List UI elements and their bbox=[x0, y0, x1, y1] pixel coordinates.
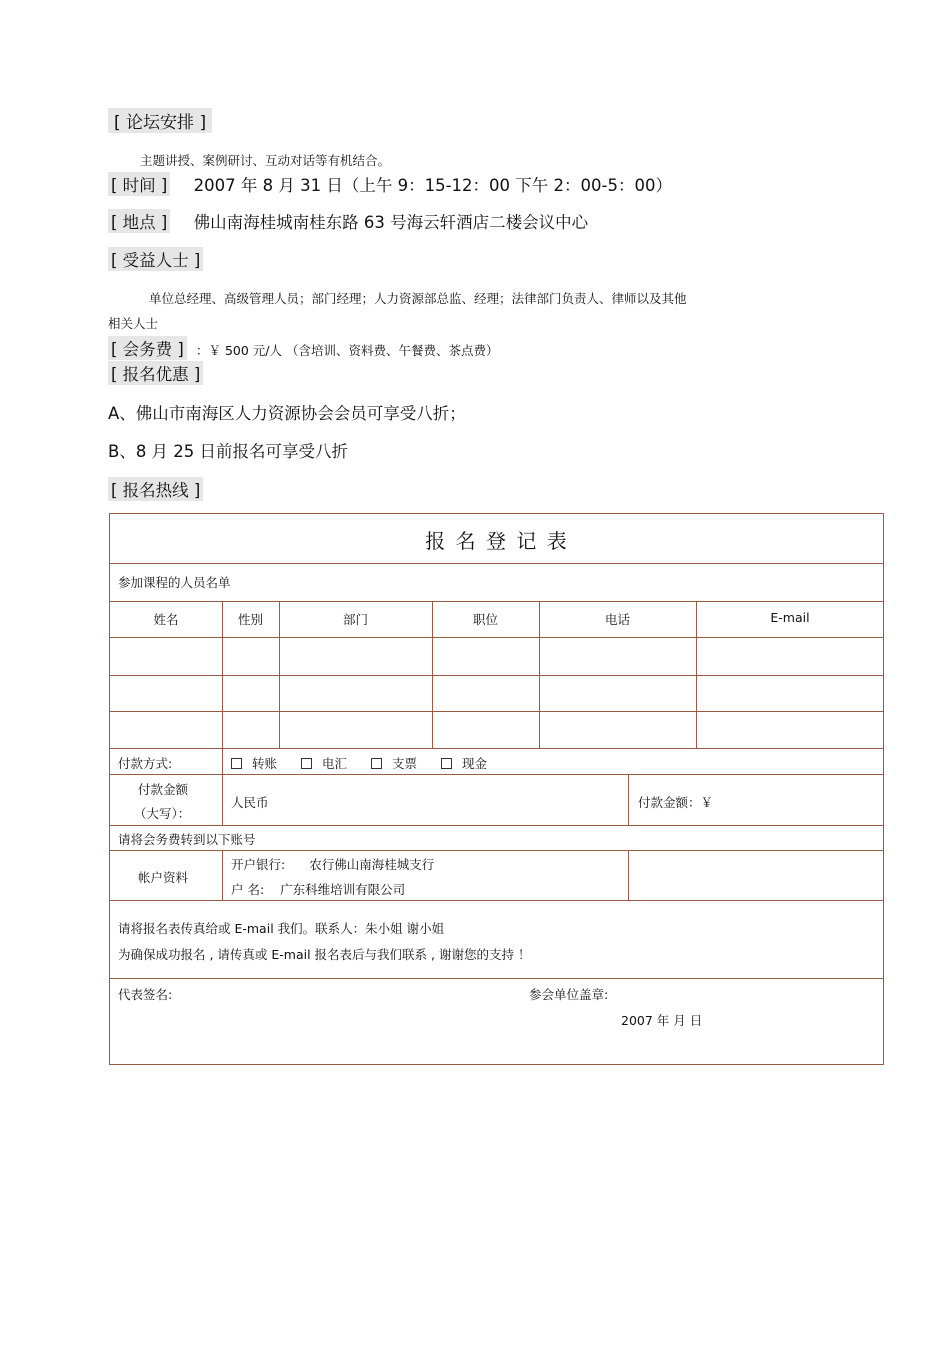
option-transfer[interactable]: 转账 bbox=[231, 756, 277, 771]
transfer-note: 请将会务费转到以下账号 bbox=[118, 832, 256, 847]
note-line1: 请将报名表传真给或 E-mail 我们。联系人：朱小姐 谢小姐 bbox=[118, 921, 445, 936]
signature-label: 代表签名: bbox=[118, 987, 173, 1002]
registration-form bbox=[109, 513, 884, 1065]
holder-row bbox=[231, 880, 405, 898]
rmb-label: 人民币 bbox=[231, 795, 269, 810]
discount-a: A、佛山市南海区人力资源协会会员可享受八折； bbox=[108, 404, 466, 423]
amount-label-1: 付款金额 bbox=[137, 782, 188, 797]
discount-heading bbox=[108, 361, 203, 385]
time-tag: [ 时间 ] bbox=[108, 172, 170, 196]
table-row[interactable] bbox=[110, 712, 884, 747]
hotline-tag: [ 报名热线 ] bbox=[108, 477, 203, 501]
option-check[interactable]: 支票 bbox=[371, 756, 417, 771]
attendees-label: 参加课程的人员名单 bbox=[118, 575, 231, 590]
option-wire[interactable]: 电汇 bbox=[301, 756, 347, 771]
fee-value: ：￥ 500 元/人 （含培训、资料费、午餐费、茶点费） bbox=[195, 343, 499, 358]
column-header-email: E-mail bbox=[770, 610, 810, 625]
bank-row bbox=[231, 855, 434, 873]
audience-heading bbox=[108, 247, 203, 271]
audience-tag: [ 受益人士 ] bbox=[108, 247, 203, 271]
forum-tag: [ 论坛安排 ] bbox=[108, 108, 212, 133]
table-row[interactable] bbox=[110, 676, 884, 710]
place-tag: [ 地点 ] bbox=[108, 209, 170, 233]
discount-b: B、8 月 25 日前报名可享受八折 bbox=[108, 442, 349, 461]
hotline-heading bbox=[108, 477, 203, 501]
time-row bbox=[108, 172, 672, 196]
date-line: 2007 年 月 日 bbox=[621, 1013, 703, 1028]
audience-line1: 单位总经理、高级管理人员；部门经理；人力资源部总监、经理；法律部门负责人、律师以及其他 bbox=[149, 291, 687, 306]
forum-description: 主题讲授、案例研讨、互动对话等有机结合。 bbox=[140, 153, 391, 168]
column-header-gender: 性别 bbox=[237, 612, 263, 627]
discount-tag: [ 报名优惠 ] bbox=[108, 361, 203, 385]
audience-line2: 相关人士 bbox=[108, 316, 159, 331]
amount-right-label: 付款金额：￥ bbox=[638, 795, 714, 810]
column-header-name: 姓名 bbox=[153, 612, 179, 627]
place-value: 佛山南海桂城南桂东路 63 号海云轩酒店二楼会议中心 bbox=[193, 213, 589, 232]
table-row[interactable] bbox=[110, 638, 884, 674]
option-cash[interactable]: 现金 bbox=[441, 756, 487, 771]
seal-label: 参会单位盖章: bbox=[529, 987, 609, 1002]
time-value: 2007 年 8 月 31 日（上午 9：15-12：00 下午 2：00-5：00） bbox=[193, 176, 672, 195]
holder-value: 广东科维培训有限公司 bbox=[280, 882, 406, 897]
column-header-department: 部门 bbox=[342, 612, 368, 627]
bank-label: 开户银行: bbox=[231, 857, 286, 872]
account-label: 帐户资料 bbox=[137, 870, 188, 885]
column-header-phone: 电话 bbox=[604, 612, 630, 627]
checkbox-icon[interactable] bbox=[231, 758, 242, 769]
amount-label-2: （大写）： bbox=[134, 806, 191, 821]
checkbox-icon[interactable] bbox=[371, 758, 382, 769]
forum-heading bbox=[108, 108, 212, 133]
holder-label: 户 名: bbox=[231, 882, 265, 897]
checkbox-icon[interactable] bbox=[441, 758, 452, 769]
payment-method-label: 付款方式: bbox=[118, 756, 173, 771]
note-line2: 为确保成功报名 , 请传真或 E-mail 报名表后与我们联系 , 谢谢您的支持 ！ bbox=[118, 947, 531, 962]
form-title: 报 名 登 记 表 bbox=[425, 529, 569, 553]
payment-options bbox=[231, 754, 487, 772]
bank-value: 农行佛山南海桂城支行 bbox=[309, 857, 435, 872]
place-row bbox=[108, 209, 588, 233]
fee-row bbox=[108, 336, 498, 360]
checkbox-icon[interactable] bbox=[301, 758, 312, 769]
column-header-position: 职位 bbox=[472, 612, 498, 627]
fee-tag: [ 会务费 ] bbox=[108, 336, 187, 360]
